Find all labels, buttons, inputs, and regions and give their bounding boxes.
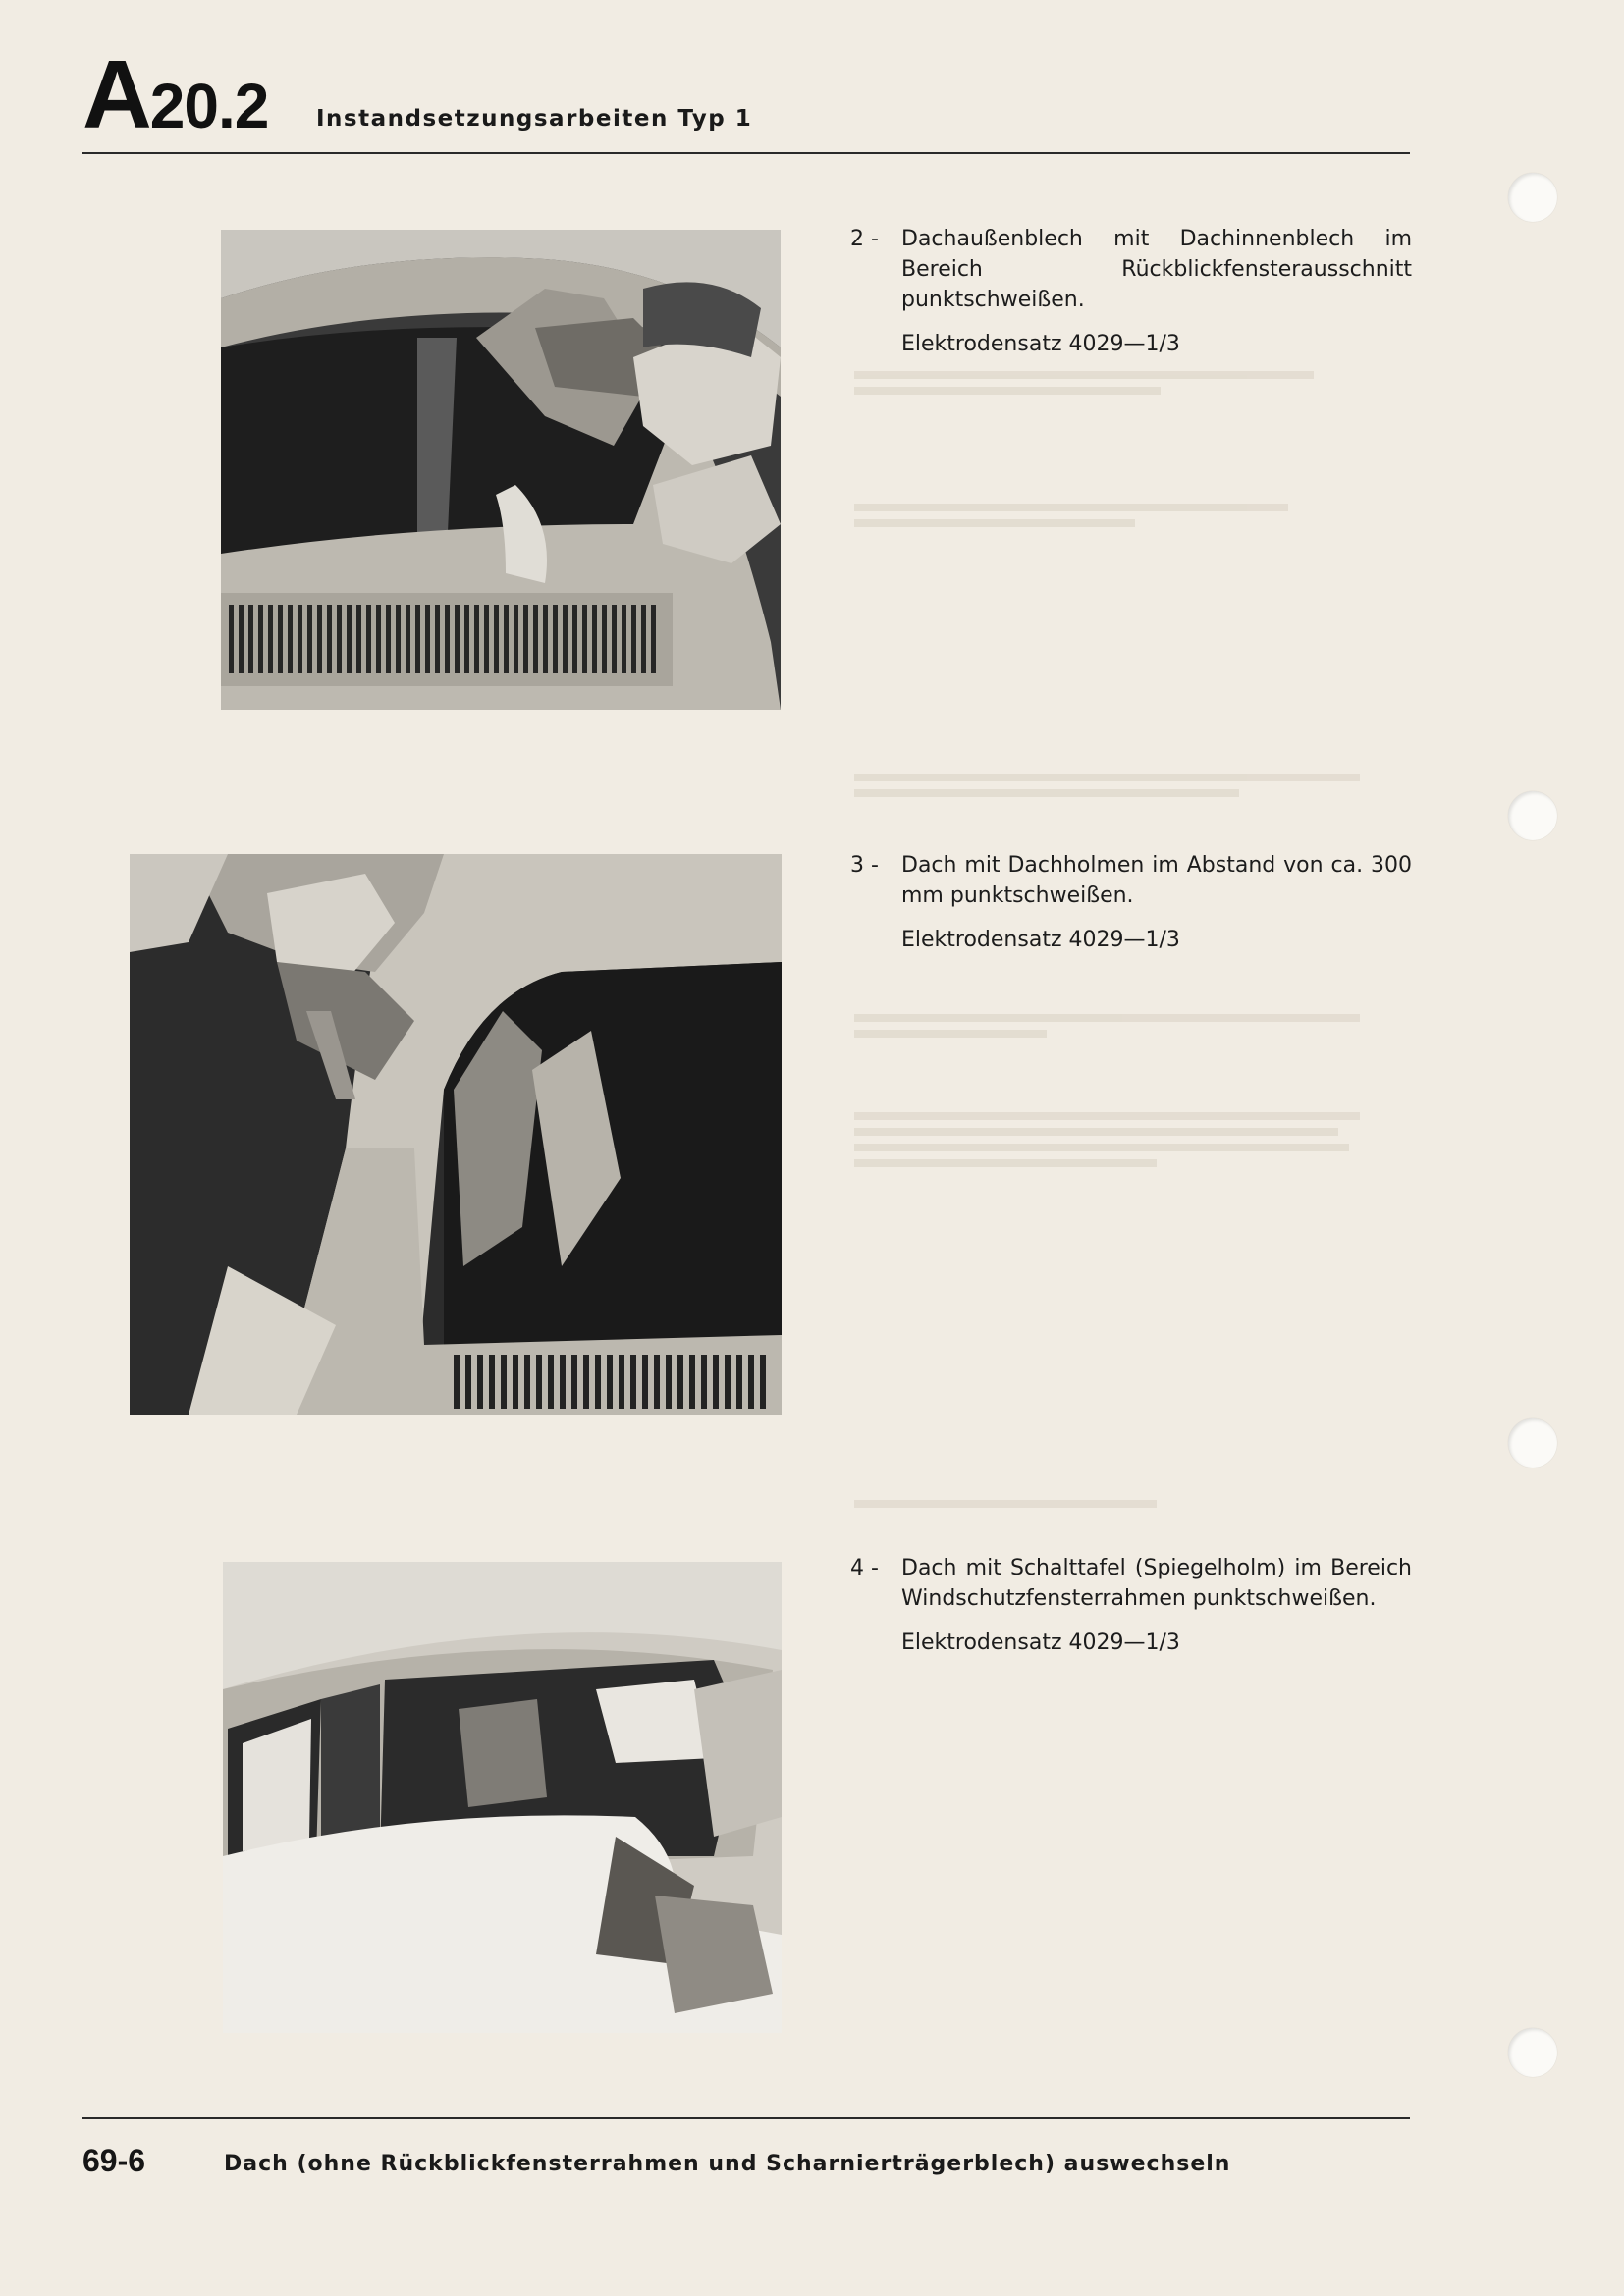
photo-rear-window-spot-welding bbox=[221, 230, 781, 710]
punch-hole bbox=[1508, 173, 1557, 222]
step-number: 2 - bbox=[850, 227, 879, 251]
section-title: Instandsetzungsarbeiten Typ 1 bbox=[316, 106, 753, 132]
punch-hole bbox=[1508, 791, 1557, 840]
section-code bbox=[82, 39, 268, 147]
footer-rule bbox=[82, 2117, 1410, 2119]
bleed-through-text bbox=[854, 1104, 1404, 1202]
bleed-through-text bbox=[854, 1492, 1404, 1522]
section-code-number: 20.2 bbox=[149, 71, 269, 141]
footer-title: Dach (ohne Rückblickfensterrahmen und Scharnierträgerblech) auswechseln bbox=[224, 2152, 1231, 2176]
photo-3-illustration bbox=[223, 1562, 782, 2033]
bleed-through-text bbox=[854, 363, 1365, 422]
photo-1-illustration bbox=[221, 230, 781, 710]
bleed-through-text bbox=[854, 1006, 1404, 1065]
step-text: Dach mit Dachholmen im Abstand von ca. 300 mm punktschweißen. bbox=[901, 853, 1412, 908]
punch-hole bbox=[1508, 1418, 1557, 1468]
bleed-through-text bbox=[854, 496, 1365, 555]
step-3 bbox=[850, 850, 1412, 955]
section-code-letter: A bbox=[82, 40, 150, 148]
step-text: Dach mit Schalttafel (Spiegelholm) im Bereich Windschutzfensterrahmen punktschweißen. bbox=[901, 1556, 1412, 1611]
photo-2-illustration bbox=[130, 854, 782, 1415]
step-electrode: Elektrodensatz 4029—1/3 bbox=[901, 928, 1180, 952]
step-2 bbox=[850, 224, 1412, 359]
step-number: 4 - bbox=[850, 1556, 879, 1580]
step-text: Dachaußenblech mit Dachinnenblech im Bereich Rückblickfensterausschnitt punktschweißen. bbox=[901, 227, 1412, 312]
step-electrode: Elektrodensatz 4029—1/3 bbox=[901, 1630, 1180, 1655]
photo-roof-pillar-spot-welding bbox=[130, 854, 782, 1415]
step-number: 3 - bbox=[850, 853, 879, 878]
header-rule bbox=[82, 152, 1410, 154]
bleed-through-text bbox=[854, 766, 1404, 825]
step-electrode: Elektrodensatz 4029—1/3 bbox=[901, 332, 1180, 356]
photo-windshield-frame-spot-welding bbox=[223, 1562, 782, 2033]
page-number: 69-6 bbox=[82, 2143, 146, 2178]
step-4 bbox=[850, 1553, 1412, 1658]
punch-hole bbox=[1508, 2028, 1557, 2077]
